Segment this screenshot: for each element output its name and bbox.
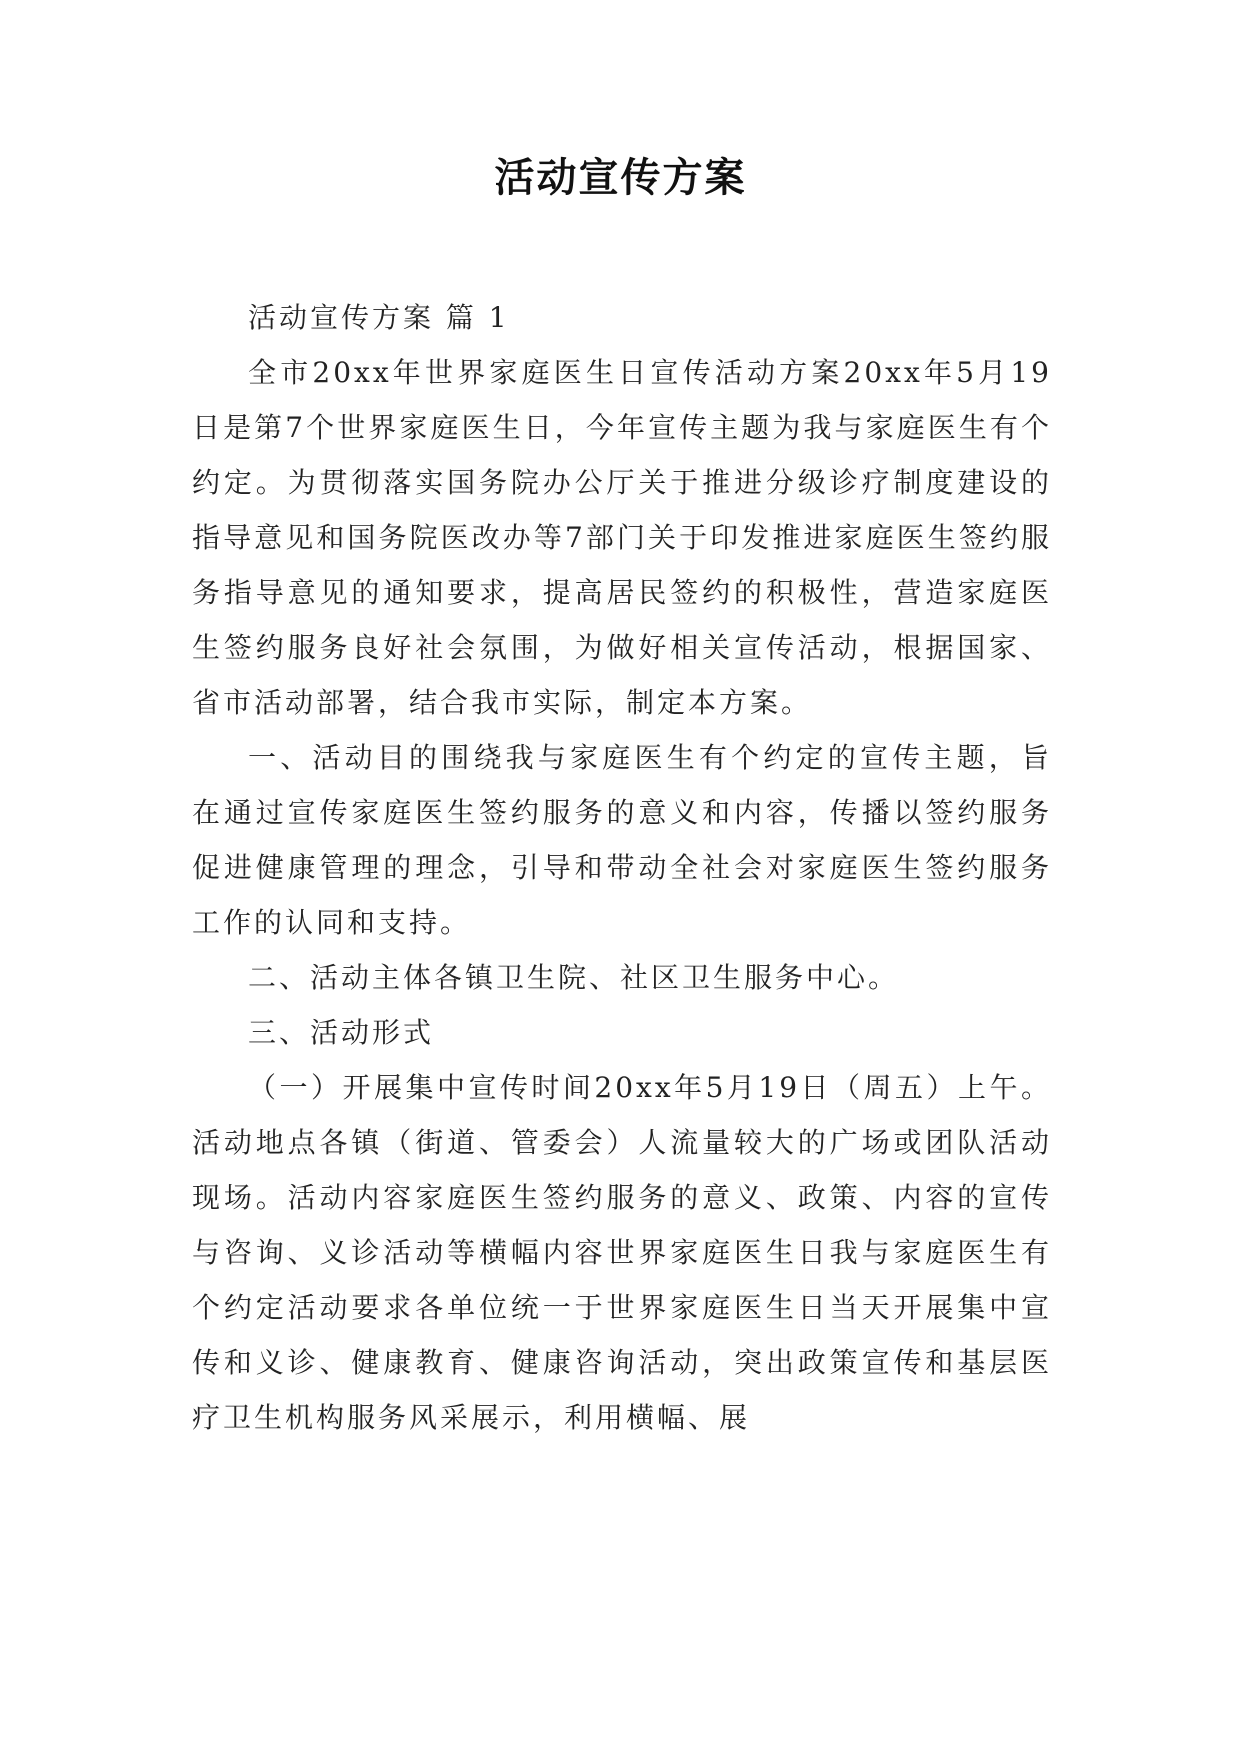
paragraph-intro: 全市20xx年世界家庭医生日宣传活动方案20xx年5月19日是第7个世界家庭医生日，今年宣传主题为我与家庭医生有个约定。为贯彻落实国务院办公厅关于推进分级诊疗制度建设的指导意见和国务院医改办等7部门关于印发推进家庭医生签约服务指导意见的通知要求，提高居民签约的积极性，营造家庭医生签约服务良好社会氛围，为做好相关宣传活动，根据国家、省市活动部署，结合我市实际，制定本方案。: [192, 356, 1052, 719]
paragraph-form-detail: （一）开展集中宣传时间20xx年5月19日（周五）上午。活动地点各镇（街道、管委会）人流量较大的广场或团队活动现场。活动内容家庭医生签约服务的意义、政策、内容的宣传与咨询、义诊活动等横幅内容世界家庭医生日我与家庭医生有个约定活动要求各单位统一于世界家庭医生日当天开展集中宣传和义诊、健康教育、健康咨询活动，突出政策宣传和基层医疗卫生机构服务风采展示，利用横幅、展: [192, 1071, 1052, 1434]
paragraph-purpose: 一、活动目的围绕我与家庭医生有个约定的宣传主题，旨在通过宣传家庭医生签约服务的意义和内容，传播以签约服务促进健康管理的理念，引导和带动全社会对家庭医生签约服务工作的认同和支持。: [192, 741, 1052, 939]
paragraph-form-heading: 三、活动形式: [248, 1016, 435, 1049]
document-body: [192, 290, 1052, 1445]
paragraph-subject: 二、活动主体各镇卫生院、社区卫生服务中心。: [248, 961, 900, 994]
section-heading: 活动宣传方案 篇 1: [248, 301, 510, 334]
document-title: 活动宣传方案: [494, 155, 747, 201]
